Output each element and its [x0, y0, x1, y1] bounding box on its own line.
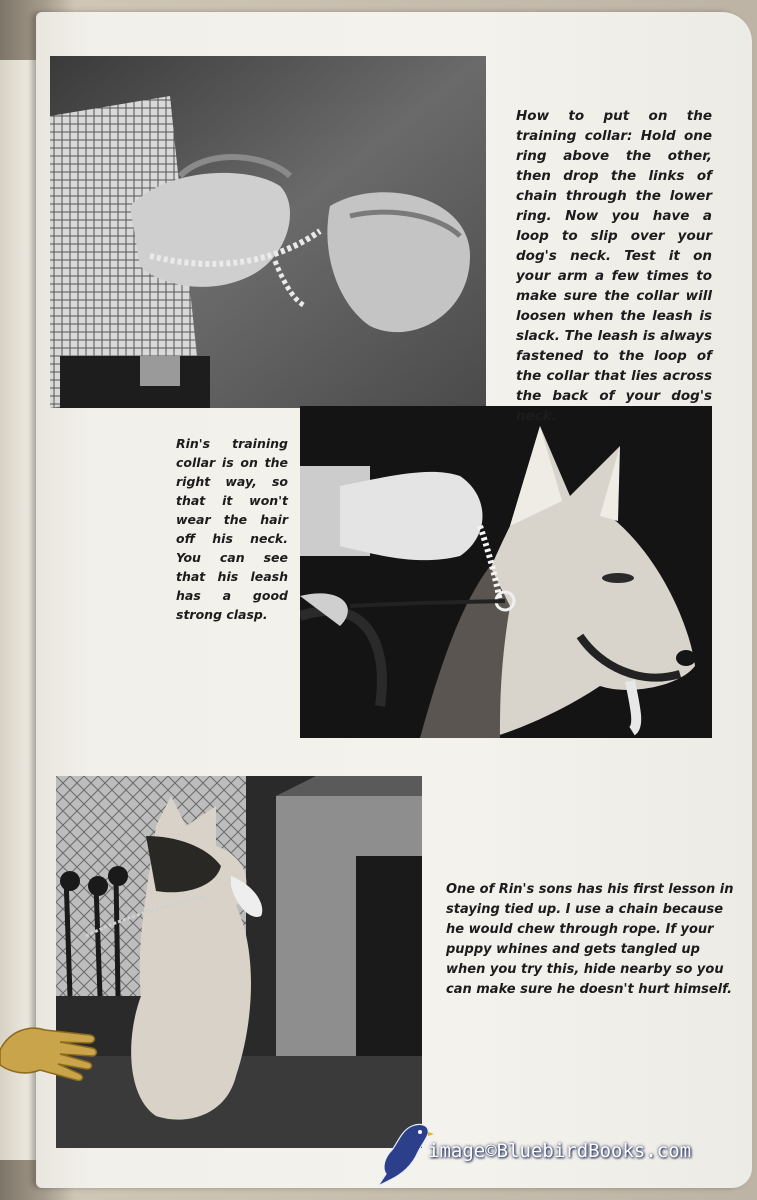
- brass-hand-bookmark: [0, 1010, 100, 1090]
- photo-puppy-tied-up: [56, 776, 422, 1148]
- watermark: [372, 1118, 752, 1188]
- photo-hands-collar: [50, 56, 486, 408]
- caption-tied-up-lesson: One of Rin's sons has his first lesson in staying tied up. I use a chain because he would chew through rope. If your puppy whines and gets tangled up when you try this, hide nearby so you can make sure he doesn't hurt himself.: [446, 882, 734, 997]
- watermark-text: image©BluebirdBooks.com: [428, 1140, 692, 1162]
- bluebird-icon: [372, 1118, 434, 1188]
- caption-collar-right-way: Rin's training collar is on the right way, so that it won't wear the hair off his neck. You can see that his leash has a good strong clasp.: [176, 436, 288, 622]
- photo-dog-collar-leash: [300, 406, 712, 738]
- caption-collar-howto: How to put on the training collar: Hold one ring above the other, then drop the links of chain through the lower ring. Now you have a loop to slip over your dog's neck. Test it on your arm a few times to make sure the collar will loosen when the leash is slack. The leash is always fastened to the loop of the collar that lies across the back of your dog's neck.: [516, 108, 712, 424]
